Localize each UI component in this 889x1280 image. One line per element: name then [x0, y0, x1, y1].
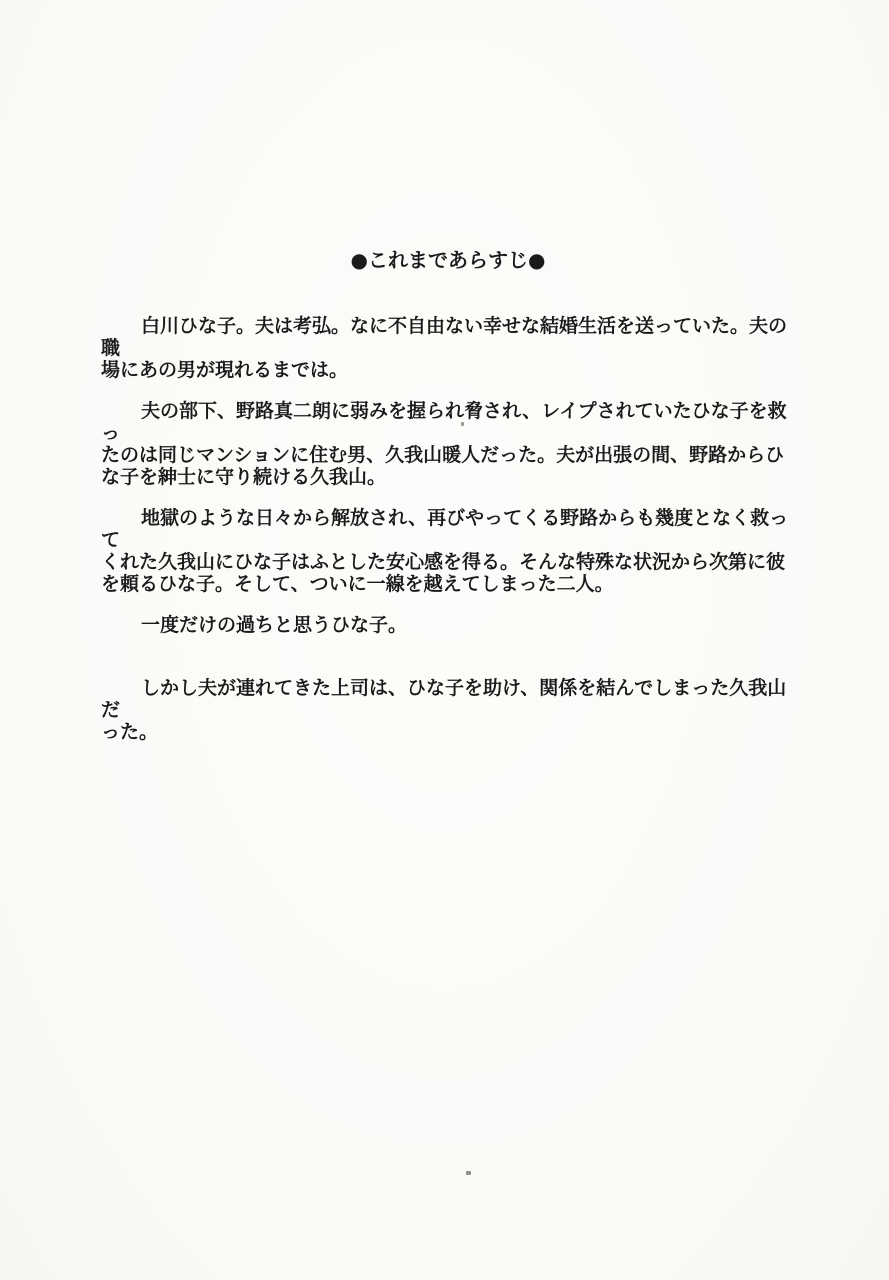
synopsis-block [101, 248, 795, 743]
paragraph-1: 白川ひな子。夫は考弘。なに不自由ない幸せな結婚生活を送っていた。夫の職 場にあの男が現れるまでは。 [101, 315, 788, 381]
scan-speck-2 [461, 422, 464, 426]
scan-speck-1 [466, 1171, 471, 1175]
paragraph-5: しかし夫が連れてきた上司は、ひな子を助け、関係を結んでしまった久我山だ った。 [101, 677, 787, 743]
page-title: ●これまであらすじ● [350, 248, 546, 272]
paragraph-3: 地獄のような日々から解放され、再びやってくる野路からも幾度となく救って くれた久我山にひな子はふとした安心感を得る。そんな特殊な状況から次第に彼 を頼るひな子。そして、ついに一線を越えてしまった二人。 [101, 507, 789, 595]
paragraphs [101, 315, 795, 743]
paragraph-2: 夫の部下、野路真二朗に弱みを握られ脅され、レイプされていたひな子を救っ たのは同じマンションに住む男、久我山暖人だった。夫が出張の間、野路からひ な子を紳士に守り続ける久我山。 [101, 400, 787, 488]
paragraph-4: 一度だけの過ちと思うひな子。 [141, 614, 408, 636]
